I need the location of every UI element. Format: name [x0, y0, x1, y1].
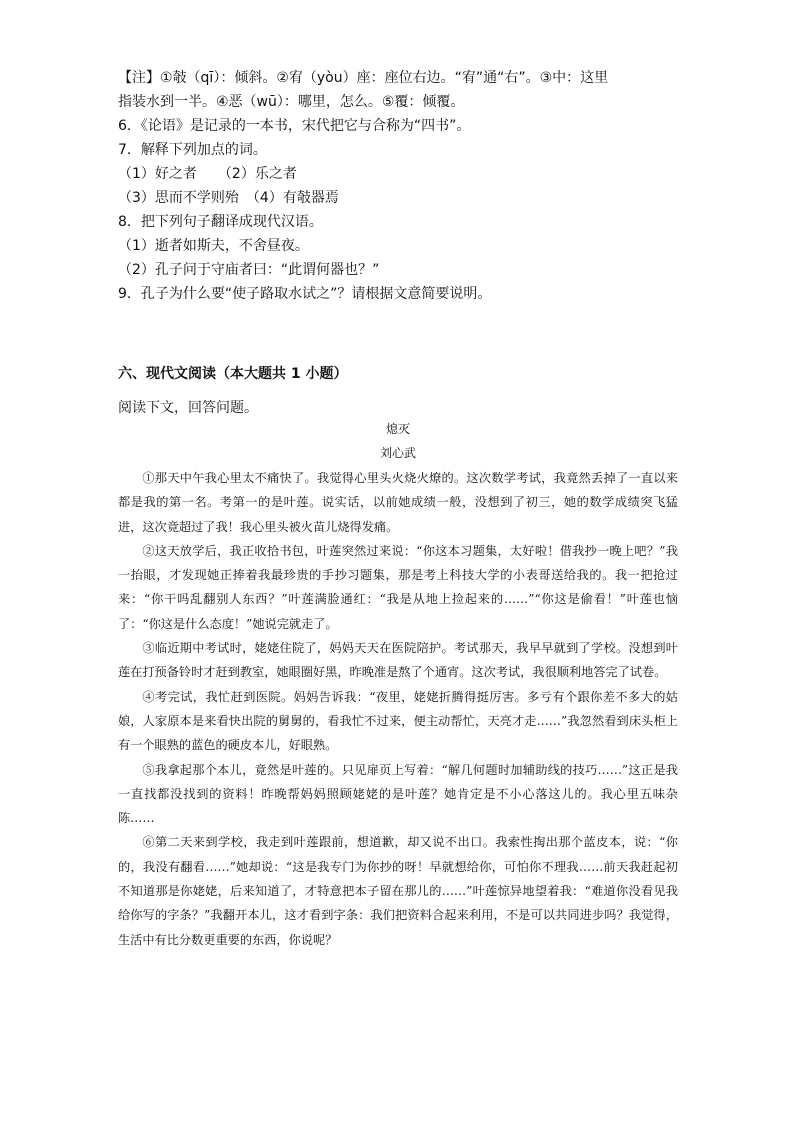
question-8-item: （2）孔子问于守庙者曰：“此谓何器也？” — [118, 262, 380, 278]
essay-paragraph: ④考完试，我忙赶到医院。妈妈告诉我：“夜里，姥姥折腾得挺厉害。多亏有个跟你差不多大的姑娘，人家原本是来看快出院的舅舅的，看我忙不过来，便主动帮忙，天亮才走……”我忽然看到床头柜上有一个眼熟的蓝色的硬皮本儿，好眼熟。 — [118, 689, 678, 753]
note-line: 指装水到一半。④恶（wū）：哪里，怎么。⑤覆：倾覆。 — [118, 94, 465, 110]
question-8-item: （1）逝者如斯夫，不舍昼夜。 — [118, 238, 309, 254]
essay-paragraph: ⑥第二天来到学校，我走到叶莲跟前，想道歉，却又说不出口。我索性掏出那个蓝皮本，说：“你的，我没有翻看……”她却说：“这是我专门为你抄的呀！早就想给你，可怕你不理我……前天我赶起初不知道那是你姥姥，后来知道了，才特意把本子留在那儿的……”叶莲惊异地望着我：“难道你没看见我给你写的字条？”我翻开本儿，这才看到字条：我们把资料合起来利用，不是可以共同进步吗？我觉得，生活中有比分数更重要的东西，你说呢？ — [118, 835, 678, 947]
question-6: 6．《论语》是记录的一本书，宋代把它与合称为“四书”。 — [118, 118, 471, 134]
question-7-items: （1）好之者 （2）乐之者 — [118, 166, 297, 182]
essay-paragraph: ②这天放学后，我正收拾书包，叶莲突然过来说：“你这本习题集，太好啦！借我抄一晚上吧？”我一抬眼，才发现她正捧着我最珍贵的手抄习题集，那是考上科技大学的小表哥送给我的。我一把抢过来：“你干吗乱翻别人东西？”叶莲满脸通红：“我是从地上捡起来的……”“你这是偷看！”叶莲也恼了：“你这是什么态度！”她说完就走了。 — [118, 543, 678, 631]
question-block — [118, 66, 678, 306]
essay-title: 熄灭 — [385, 422, 410, 436]
question-7: 7．解释下列加点的词。 — [118, 142, 267, 158]
section-instruction: 阅读下文，回答问题。 — [118, 400, 258, 416]
question-8: 8．把下列句子翻译成现代汉语。 — [118, 214, 323, 230]
essay-author: 刘心武 — [379, 446, 416, 460]
note-line: 【注】①攲（qī）：倾斜。②宥（yòu）座：座位右边。“宥”通“右”。③中：这里 — [118, 70, 609, 86]
essay-body — [118, 466, 678, 952]
section-title: 六、现代文阅读（本大题共 1 小题） — [118, 366, 348, 382]
question-7-items: （3）思而不学则殆 （4）有攲器焉 — [118, 190, 339, 206]
essay-paragraph: ①那天中午我心里太不痛快了。我觉得心里头火烧火燎的。这次数学考试，我竟然丢掉了一直以来都是我的第一名。考第一的是叶莲。说实话，以前她成绩一般，没想到了初三，她的数学成绩突飞猛进，这次竟超过了我！我心里头被火苗儿烧得发痛。 — [118, 471, 678, 534]
question-9: 9．孔子为什么要“使子路取水试之”？请根据文意简要说明。 — [118, 286, 492, 302]
essay-paragraph: ③临近期中考试时，姥姥住院了，妈妈天天在医院陪护。考试那天，我早早就到了学校。没想到叶莲在打预备铃时才赶到教室，她眼圈好黑，昨晚准是熬了个通宵。这次考试，我很顺利地答完了试卷。 — [118, 641, 678, 680]
essay-paragraph: ⑤我拿起那个本儿，竟然是叶莲的。只见扉页上写着：“解几何题时加辅助线的技巧……”这正是我一直找都没找到的资料！昨晚帮妈妈照顾姥姥的是叶莲？她肯定是不小心落这儿的。我心里五味杂陈…… — [118, 762, 678, 826]
